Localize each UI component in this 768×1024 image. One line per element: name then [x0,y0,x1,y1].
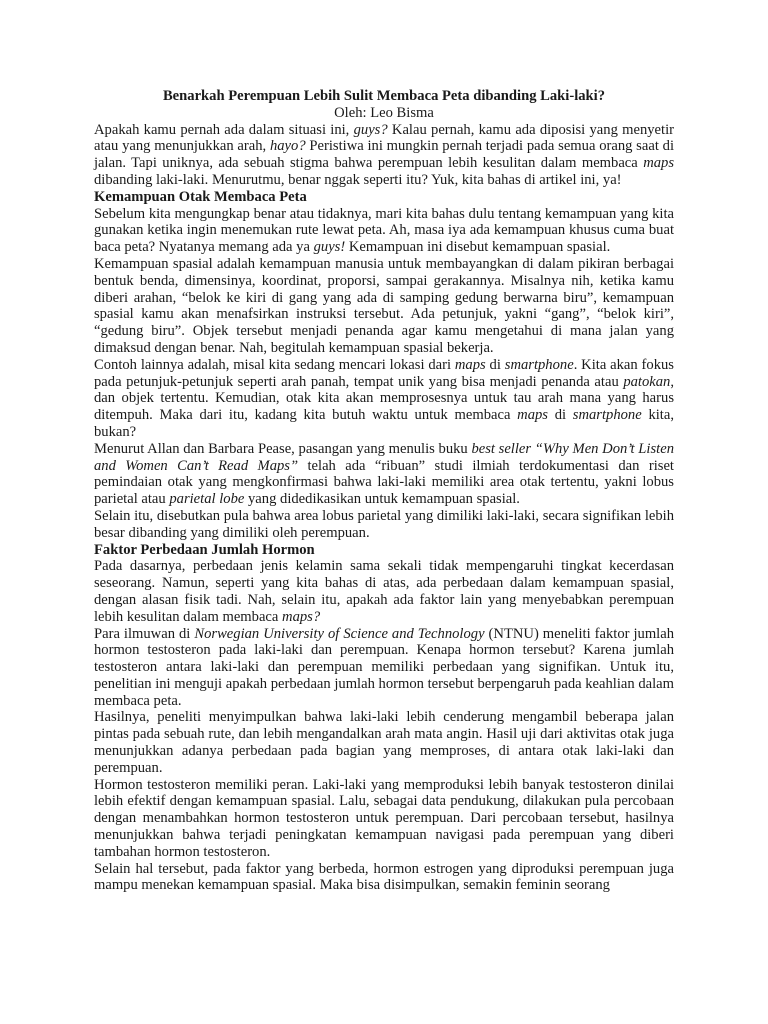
text-run: Contoh lainnya adalah, misal kita sedang mencari lokasi dari [94,356,455,373]
italic-text: guys! [313,239,346,256]
paragraph [94,709,674,776]
paragraph [94,441,674,508]
text-run: Kalau pernah, kamu ada diposisi yang menyetir atau yang menunjukkan arah, [94,121,674,155]
italic-text: maps [643,155,674,172]
text-run: Apakah kamu pernah ada dalam situasi ini, [94,121,354,138]
paragraph [94,777,674,861]
italic-text: maps? [282,608,321,625]
italic-text: patokan [623,373,671,390]
paragraph [94,508,674,542]
text-run: Pada dasarnya, perbedaan jenis kelamin sama sekali tidak mempengaruhi tingkat kecerdasan seseorang. Namun, seperti yang kita bahas di atas, ada perbedaan dalam kemampuan spasial, dengan alasan fisik tadi. Nah, selain itu, apakah ada faktor lain yang menyebabkan perempuan lebih kesulitan dalam membaca [94,558,674,625]
text-run: Para ilmuwan di [94,625,195,642]
text-run: Kemampuan spasial adalah kemampuan manusia untuk membayangkan di dalam pikiran berbagai bentuk benda, dimensinya, koordinat, proporsi, sampai gerakannya. Misalnya nih, ketika kamu diberi arahan, “belok ke kiri di gang yang ada di samping gedung berwarna biru”, kemampuan spasial kamu akan menafsirkan instruksi tersebut. Ada petunjuk, yakni “gang”, “belok kiri”, “gedung biru”. Objek tersebut menjadi penanda agar kamu mengetahui di mana jalan yang dimaksud dengan benar. Nah, begitulah kemampuan spasial bekerja. [94,255,674,356]
text-run: Hasilnya, peneliti menyimpulkan bahwa laki-laki lebih cenderung mengambil beberapa jalan pintas pada sebuah rute, dan lebih mengandalkan arah mata angin. Hasil uji dari aktivitas otak juga menunjukkan adanya perbedaan pada bagian yang memproses, di antara otak laki-laki dan perempuan. [94,709,674,776]
text-run: yang didedikasikan untuk kemampuan spasial. [244,491,520,508]
paragraph [94,626,674,710]
italic-text: parietal lobe [169,491,245,508]
italic-text: smartphone [572,407,642,424]
text-run: Menurut Allan dan Barbara Pease, pasangan yang menulis buku [94,440,472,457]
italic-text: guys? [353,121,388,138]
section-heading-brain: Kemampuan Otak Membaca Peta [94,188,307,205]
text-run: Kemampuan ini disebut kemampuan spasial. [345,239,611,256]
paragraph [94,256,674,357]
italic-text: smartphone [504,356,574,373]
paragraph [94,357,674,441]
article-author: Oleh: Leo Bisma [334,104,434,121]
text-run: di [547,407,573,424]
text-run: (NTNU) meneliti faktor jumlah hormon testosteron pada laki-laki dan perempuan. Kenapa hormon tersebut? Karena jumlah testosteron antara laki-laki dan perempuan memiliki perbedaan yang signifikan. Untuk itu, penelitian ini menguji apakah perbedaan jumlah hormon tersebut berpengaruh pada keahlian dalam membaca peta. [94,625,675,709]
intro-paragraph [94,122,674,189]
section-heading-hormone: Faktor Perbedaan Jumlah Hormon [94,541,315,558]
italic-text: maps [454,356,486,373]
text-run: . Kita akan fokus pada petunjuk-petunjuk seperti arah panah, tempat unik yang bisa menjadi penanda atau [94,356,674,390]
text-run: dibanding laki-laki. Menurutmu, benar nggak seperti itu? Yuk, kita bahas di artikel ini, ya! [94,171,622,188]
text-run: Selain hal tersebut, pada faktor yang berbeda, hormon estrogen yang diproduksi perempuan juga mampu menekan kemampuan spasial. Maka bisa disimpulkan, semakin feminin seorang [94,860,674,894]
paragraph [94,206,674,256]
paragraph [94,558,674,625]
text-run: Selain itu, disebutkan pula bahwa area lobus parietal yang dimiliki laki-laki, secara signifikan lebih besar dibanding yang dimiliki oleh perempuan. [94,507,674,541]
text-run: Hormon testosteron memiliki peran. Laki-laki yang memproduksi lebih banyak testosteron dinilai lebih efektif dengan kemampuan spasial. Lalu, sebagai data pendukung, dilakukan pula percobaan dengan menambahkan hormon testosteron untuk perempuan. Dari percobaan tersebut, hasilnya menunjukkan bahwa terjadi peningkatan kemampuan navigasi pada perempuan yang diberi tambahan hormon testosteron. [94,776,674,860]
text-run: Sebelum kita mengungkap benar atau tidaknya, mari kita bahas dulu tentang kemampuan yang kita gunakan ketika ingin menemukan rute lewat peta. Ah, masa iya ada kemampuan khusus cuma buat baca peta? Nyatanya memang ada ya [94,205,674,256]
text-run: , dan objek tertentu. Kemudian, otak kita akan memprosesnya untuk tau arah mana yang harus ditempuh. Maka dari itu, kadang kita butuh waktu untuk membaca [94,373,674,424]
article-title: Benarkah Perempuan Lebih Sulit Membaca Peta dibanding Laki-laki? [162,88,606,104]
italic-text: best seller “Why Men Don’t Listen and Women Can’t Read Maps” [94,440,674,474]
text-run: di [485,356,505,373]
paragraph [94,861,674,895]
italic-text: maps [517,407,548,424]
text-run: kita, bukan? [94,407,674,440]
text-run: Peristiwa ini mungkin pernah terjadi pada semua orang saat di jalan. Tapi uniknya, ada sebuah stigma bahwa perempuan lebih kesulitan dalam membaca [94,138,674,172]
document-page [94,88,674,894]
text-run: telah ada “ribuan” studi ilmiah terdokumentasi dan riset pemindaian otak yang mengkonfirmasi bahwa laki-laki memiliki area otak tertentu, yakni lobus parietal atau [94,457,674,508]
italic-text: hayo? [269,138,306,155]
italic-text: Norwegian University of Science and Technology [194,625,485,642]
